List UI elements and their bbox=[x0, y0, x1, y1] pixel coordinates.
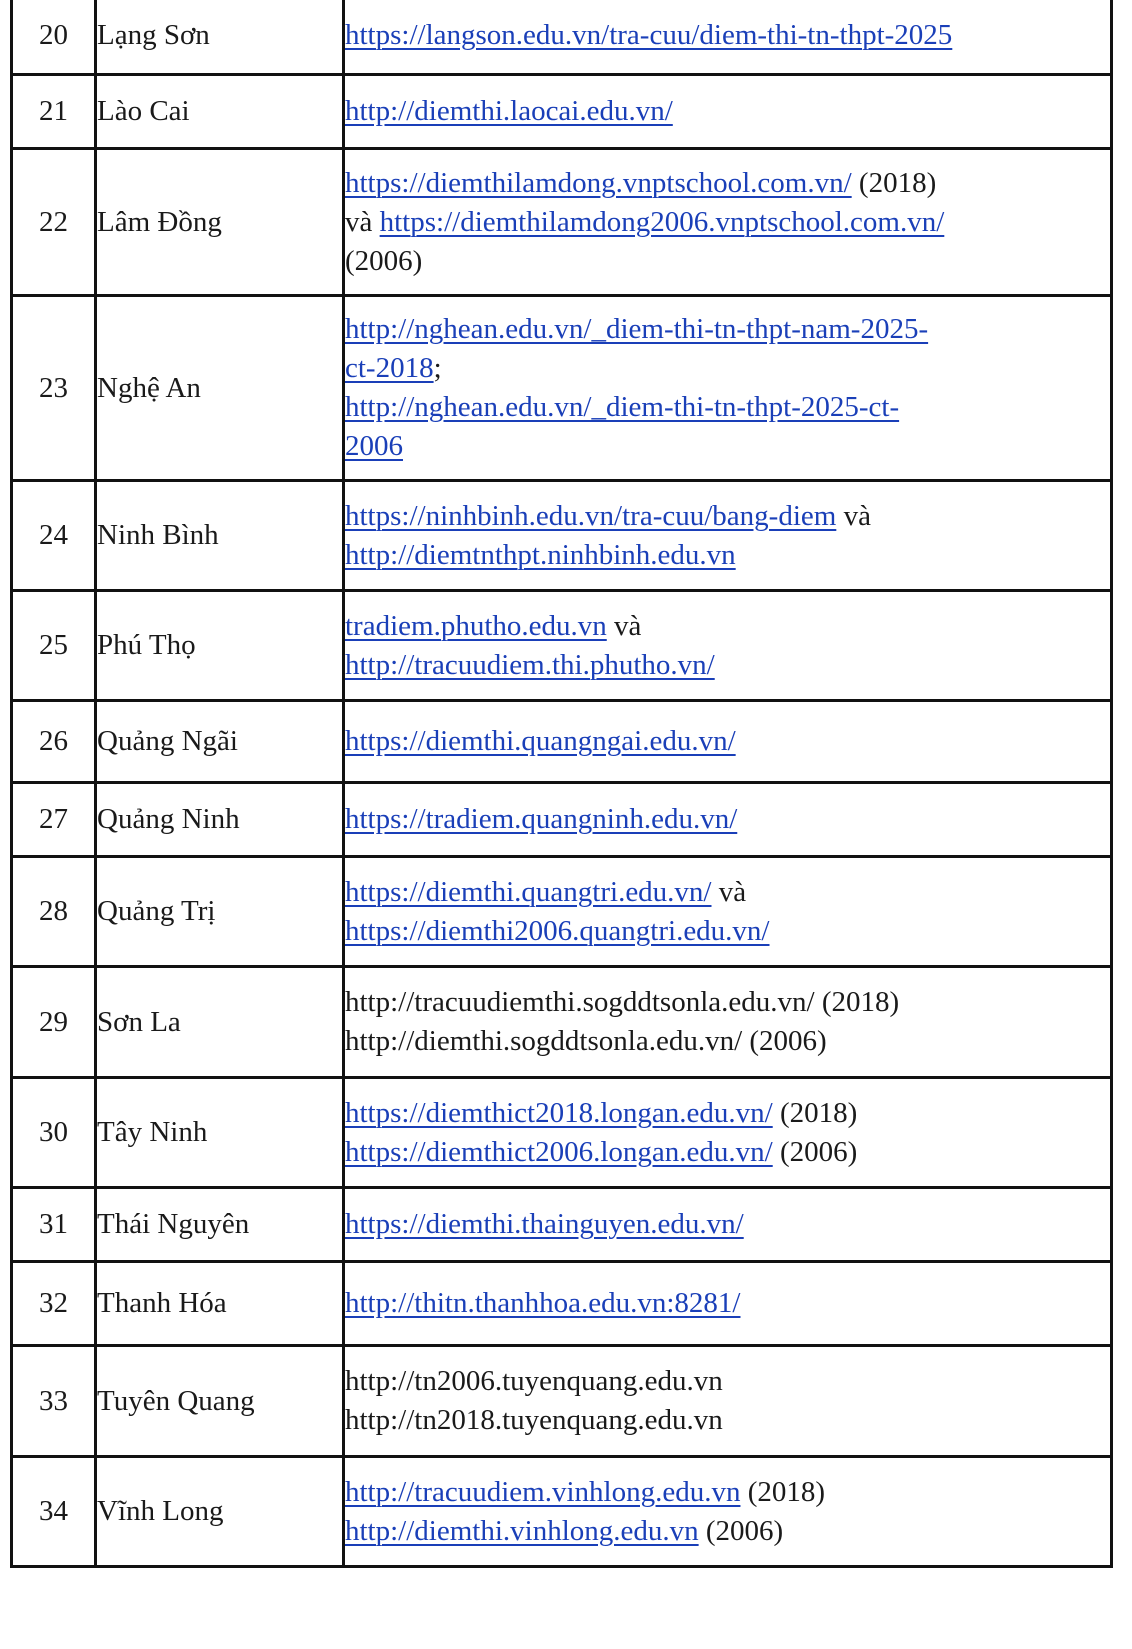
lookup-links bbox=[344, 967, 1112, 1078]
score-lookup-link-2018[interactable]: http://tracuudiem.vinhlong.edu.vn bbox=[345, 1475, 741, 1508]
score-lookup-link-2006-part1[interactable]: http://nghean.edu.vn/_diem-thi-tn-thpt-2025-ct- bbox=[345, 391, 900, 423]
lookup-links bbox=[344, 296, 1112, 481]
row-number: 22 bbox=[12, 149, 96, 296]
table-row bbox=[12, 1188, 1112, 1262]
score-lookup-url-text: http://diemthi.sogddtsonla.edu.vn/ (2006) bbox=[345, 1025, 827, 1057]
province-name: Thái Nguyên bbox=[96, 1188, 344, 1262]
separator: ; bbox=[433, 352, 442, 384]
province-name: Tây Ninh bbox=[96, 1078, 344, 1188]
score-lookup-link-2006[interactable]: http://diemthi.vinhlong.edu.vn bbox=[345, 1514, 699, 1547]
row-number: 26 bbox=[12, 701, 96, 783]
lookup-links bbox=[344, 591, 1112, 701]
table-row bbox=[12, 149, 1112, 296]
table-row bbox=[12, 75, 1112, 149]
lookup-links bbox=[344, 481, 1112, 591]
and-conjunction: và bbox=[345, 205, 380, 238]
lookup-links bbox=[344, 0, 1112, 75]
score-lookup-link-2018[interactable]: https://diemthilamdong.vnptschool.com.vn/ bbox=[345, 166, 852, 199]
score-lookup-link[interactable]: https://diemthi.quangngai.edu.vn/ bbox=[345, 725, 736, 757]
province-name: Lào Cai bbox=[96, 75, 344, 149]
score-lookup-link[interactable]: https://ninhbinh.edu.vn/tra-cuu/bang-diem bbox=[345, 499, 837, 532]
table-row bbox=[12, 1078, 1112, 1188]
lookup-links bbox=[344, 1078, 1112, 1188]
score-lookup-link-2006-part2[interactable]: 2006 bbox=[345, 430, 403, 462]
exam-score-lookup-table bbox=[10, 0, 1113, 1568]
row-number: 30 bbox=[12, 1078, 96, 1188]
province-name: Sơn La bbox=[96, 967, 344, 1078]
year-note: (2006) bbox=[772, 1135, 858, 1168]
lookup-links bbox=[344, 1188, 1112, 1262]
score-lookup-link[interactable]: http://tracuudiem.thi.phutho.vn/ bbox=[345, 648, 715, 681]
province-name: Phú Thọ bbox=[96, 591, 344, 701]
year-note: (2018) bbox=[772, 1096, 858, 1129]
province-name: Nghệ An bbox=[96, 296, 344, 481]
table-row bbox=[12, 296, 1112, 481]
score-lookup-link[interactable]: https://langson.edu.vn/tra-cuu/diem-thi-tn-thpt-2025 bbox=[345, 18, 953, 51]
lookup-links bbox=[344, 1346, 1112, 1457]
table-row bbox=[12, 701, 1112, 783]
table-row bbox=[12, 1346, 1112, 1457]
row-number: 34 bbox=[12, 1457, 96, 1567]
table-row bbox=[12, 783, 1112, 857]
and-conjunction: và bbox=[836, 499, 871, 532]
row-number: 24 bbox=[12, 481, 96, 591]
table-row bbox=[12, 481, 1112, 591]
province-name: Quảng Ninh bbox=[96, 783, 344, 857]
lookup-links bbox=[344, 857, 1112, 967]
province-name: Quảng Ngãi bbox=[96, 701, 344, 783]
table-row bbox=[12, 591, 1112, 701]
lookup-links bbox=[344, 149, 1112, 296]
row-number: 25 bbox=[12, 591, 96, 701]
table-row bbox=[12, 857, 1112, 967]
lookup-links bbox=[344, 1457, 1112, 1567]
score-lookup-link-2018-part2[interactable]: ct-2018 bbox=[345, 352, 434, 384]
lookup-links bbox=[344, 701, 1112, 783]
lookup-links bbox=[344, 1262, 1112, 1346]
province-name: Tuyên Quang bbox=[96, 1346, 344, 1457]
province-name: Lạng Sơn bbox=[96, 0, 344, 75]
score-lookup-url-text: http://tracuudiemthi.sogddtsonla.edu.vn/ (2018) bbox=[345, 986, 900, 1018]
score-lookup-link[interactable]: https://tradiem.quangninh.edu.vn/ bbox=[345, 803, 738, 835]
province-name: Quảng Trị bbox=[96, 857, 344, 967]
score-lookup-link[interactable]: https://diemthi.quangtri.edu.vn/ bbox=[345, 875, 712, 908]
year-note: (2006) bbox=[698, 1514, 784, 1547]
score-lookup-link[interactable]: http://thitn.thanhhoa.edu.vn:8281/ bbox=[345, 1287, 741, 1319]
score-lookup-link[interactable]: https://diemthi2006.quangtri.edu.vn/ bbox=[345, 914, 770, 947]
score-lookup-link-2018[interactable]: https://diemthict2018.longan.edu.vn/ bbox=[345, 1096, 773, 1129]
lookup-links bbox=[344, 75, 1112, 149]
province-name: Lâm Đồng bbox=[96, 149, 344, 296]
score-lookup-url-text: http://tn2018.tuyenquang.edu.vn bbox=[345, 1404, 723, 1436]
score-lookup-link-2006[interactable]: https://diemthict2006.longan.edu.vn/ bbox=[345, 1135, 773, 1168]
score-lookup-link[interactable]: http://diemthi.laocai.edu.vn/ bbox=[345, 95, 673, 127]
and-conjunction: và bbox=[711, 875, 747, 908]
province-name: Thanh Hóa bbox=[96, 1262, 344, 1346]
table-row bbox=[12, 967, 1112, 1078]
row-number: 21 bbox=[12, 75, 96, 149]
year-note: (2018) bbox=[740, 1475, 826, 1508]
row-number: 23 bbox=[12, 296, 96, 481]
province-name: Vĩnh Long bbox=[96, 1457, 344, 1567]
table-row bbox=[12, 0, 1112, 75]
score-lookup-url-text: http://tn2006.tuyenquang.edu.vn bbox=[345, 1365, 723, 1397]
row-number: 31 bbox=[12, 1188, 96, 1262]
row-number: 32 bbox=[12, 1262, 96, 1346]
score-lookup-link-2018-part1[interactable]: http://nghean.edu.vn/_diem-thi-tn-thpt-nam-2025- bbox=[345, 313, 929, 345]
year-note: (2018) bbox=[851, 166, 937, 199]
table-row bbox=[12, 1262, 1112, 1346]
row-number: 28 bbox=[12, 857, 96, 967]
province-name: Ninh Bình bbox=[96, 481, 344, 591]
row-number: 33 bbox=[12, 1346, 96, 1457]
lookup-links bbox=[344, 783, 1112, 857]
table-row bbox=[12, 1457, 1112, 1567]
score-lookup-link[interactable]: http://diemtnthpt.ninhbinh.edu.vn bbox=[345, 538, 736, 571]
score-lookup-link[interactable]: https://diemthi.thainguyen.edu.vn/ bbox=[345, 1208, 744, 1240]
row-number: 20 bbox=[12, 0, 96, 75]
score-lookup-link-2006[interactable]: https://diemthilamdong2006.vnptschool.com.vn/ bbox=[379, 205, 945, 238]
row-number: 29 bbox=[12, 967, 96, 1078]
and-conjunction: và bbox=[606, 609, 642, 642]
score-lookup-link[interactable]: tradiem.phutho.edu.vn bbox=[345, 609, 607, 642]
row-number: 27 bbox=[12, 783, 96, 857]
year-note: (2006) bbox=[345, 244, 423, 277]
